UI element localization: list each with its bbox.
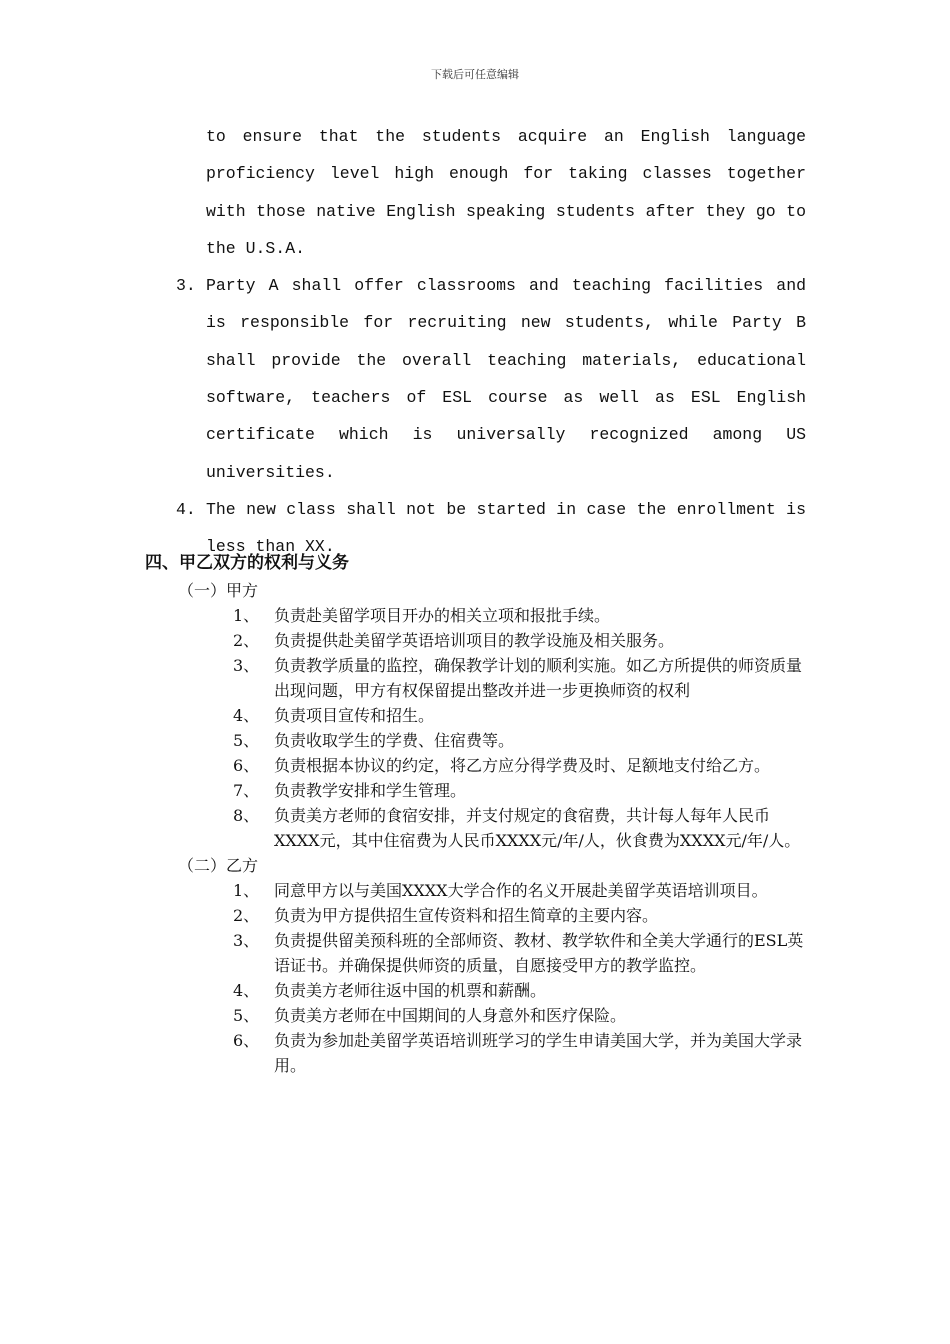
clause-text: to ensure that the students acquire an English language proficiency level high enough for taking classes together with those native English speaking students after they go to the U.S.A. (206, 127, 806, 258)
party-a-item (233, 753, 806, 778)
party-a-label: （一）甲方 (178, 581, 259, 600)
party-b-item (233, 1028, 806, 1078)
item-text: 负责根据本协议的约定，将乙方应分得学费及时、足额地支付给乙方。 (274, 756, 771, 775)
item-number: 5、 (233, 731, 260, 750)
party-a-item (233, 703, 806, 728)
page-header: 下载后可任意编辑 (431, 68, 519, 81)
party-a-item (233, 803, 806, 853)
item-text: 负责美方老师在中国期间的人身意外和医疗保险。 (274, 1006, 627, 1025)
item-text: 负责为参加赴美留学英语培训班学习的学生申请美国大学，并为美国大学录用。 (274, 1031, 803, 1075)
english-clause-3 (176, 267, 806, 491)
item-number: 3、 (233, 656, 260, 675)
item-text: 负责提供赴美留学英语培训项目的教学设施及相关服务。 (274, 631, 675, 650)
item-number: 6、 (233, 756, 260, 775)
item-text: 负责收取学生的学费、住宿费等。 (274, 731, 515, 750)
item-number: 4、 (233, 706, 260, 725)
party-a-item (233, 728, 806, 753)
item-number: 6、 (233, 1031, 260, 1050)
party-b-label: （二）乙方 (178, 856, 259, 875)
item-number: 3、 (233, 931, 260, 950)
item-number: 2、 (233, 906, 260, 925)
item-number: 2、 (233, 631, 260, 650)
party-b-item (233, 928, 806, 978)
item-text: 负责提供留美预科班的全部师资、教材、教学软件和全美大学通行的ESL英语证书。并确保提供师资的质量，自愿接受甲方的教学监控。 (274, 931, 804, 975)
item-text: 负责项目宣传和招生。 (274, 706, 435, 725)
clause-number: 3. (176, 276, 196, 296)
item-text: 负责美方老师往返中国的机票和薪酬。 (274, 981, 547, 1000)
clause-text: Party A shall offer classrooms and teaching facilities and is responsible for recruiting new students, while Party B shall provide the overall teaching materials, educational software, teachers of ESL course as well as ESL English certificate which is universally recognized among US universities. (206, 276, 806, 482)
item-number: 4、 (233, 981, 260, 1000)
item-number: 7、 (233, 781, 260, 800)
party-a-item (233, 778, 806, 803)
party-b-item (233, 878, 806, 903)
item-number: 8、 (233, 806, 260, 825)
item-text: 负责为甲方提供招生宣传资料和招生简章的主要内容。 (274, 906, 659, 925)
chinese-section (0, 548, 950, 1078)
party-b-item (233, 1003, 806, 1028)
item-text: 负责赴美留学项目开办的相关立项和报批手续。 (274, 606, 611, 625)
party-a-item (233, 653, 806, 703)
item-text: 负责美方老师的食宿安排，并支付规定的食宿费，共计每人每年人民币XXXX元，其中住宿费为人民币XXXX元/年/人，伙食费为XXXX元/年/人。 (274, 806, 801, 850)
clause-number: 4. (176, 499, 196, 519)
item-number: 1、 (233, 881, 260, 900)
party-a-item (233, 603, 806, 628)
party-b-item (233, 903, 806, 928)
clause-text: The new class shall not be started in case the enrollment is less than XX. (206, 499, 806, 557)
english-clauses (0, 118, 950, 566)
party-a-item (233, 628, 806, 653)
item-number: 1、 (233, 606, 260, 625)
item-number: 5、 (233, 1006, 260, 1025)
item-text: 负责教学安排和学生管理。 (274, 781, 467, 800)
item-text: 负责教学质量的监控，确保教学计划的顺利实施。如乙方所提供的师资质量出现问题，甲方有权保留提出整改并进一步更换师资的权利 (274, 656, 803, 700)
section-heading: 四、甲乙双方的权利与义务 (145, 553, 349, 573)
english-clause-continuation (206, 118, 806, 267)
party-b-item (233, 978, 806, 1003)
item-text: 同意甲方以与美国XXXX大学合作的名义开展赴美留学英语培训项目。 (274, 881, 768, 900)
